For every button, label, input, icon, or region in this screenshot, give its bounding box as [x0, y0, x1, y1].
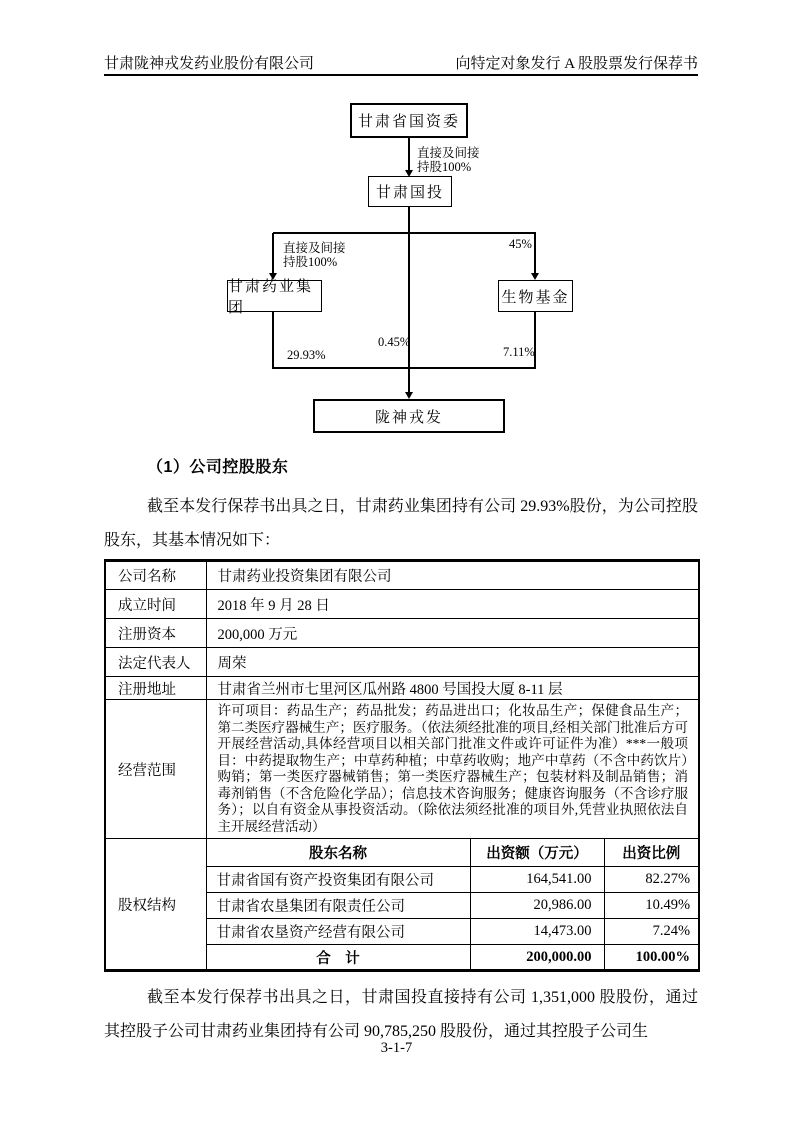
intro-paragraph: 截至本发行保荐书出具之日，甘肃药业集团持有公司 29.93%股份，为公司控股股东，其基本情况如下： — [104, 498, 698, 549]
total-ratio: 100.00% — [604, 945, 699, 971]
shareholder-amount: 14,473.00 — [470, 919, 604, 945]
connector-line — [273, 367, 536, 369]
page-number: 3-1-7 — [380, 1040, 413, 1056]
arrow-down-icon — [531, 273, 539, 280]
field-value: 甘肃省兰州市七里河区瓜州路 4800 号国投大厦 8-11 层 — [206, 677, 699, 700]
total-label: 合 计 — [206, 945, 470, 971]
table-row — [105, 590, 699, 619]
header-company-name: 甘肃陇神戎发药业股份有限公司 — [104, 56, 315, 72]
table-row — [105, 619, 699, 648]
shareholder-amount: 20,986.00 — [470, 893, 604, 919]
equity-col-header: 出资比例 — [604, 839, 699, 867]
field-label: 经营范围 — [105, 700, 206, 839]
field-label: 法定代表人 — [105, 648, 206, 677]
field-label: 成立时间 — [105, 590, 206, 619]
connector-line — [534, 233, 536, 274]
header-doc-title: 向特定对象发行 A 股股票发行保荐书 — [455, 56, 698, 72]
equity-col-header: 出资额（万元） — [470, 839, 604, 867]
shareholder-ratio: 7.24% — [604, 919, 699, 945]
shareholder-ratio: 82.27% — [604, 867, 699, 893]
edge-label-guotou-biofund: 45% — [509, 237, 532, 251]
arrow-down-icon — [405, 392, 413, 399]
equity-header-row — [105, 839, 699, 867]
field-value: 周荣 — [206, 648, 699, 677]
shareholder-ratio: 10.49% — [604, 893, 699, 919]
table-row — [105, 561, 699, 590]
connector-line — [272, 233, 274, 274]
chart-node-pharma-group: 甘肃药业集团 — [227, 280, 322, 312]
equity-col-header: 股东名称 — [206, 839, 470, 867]
field-value: 甘肃药业投资集团有限公司 — [206, 561, 699, 590]
field-label: 公司名称 — [105, 561, 206, 590]
field-value: 200,000 万元 — [206, 619, 699, 648]
edge-label-gov-guotou: 直接及间接 持股100% — [417, 146, 480, 174]
shareholder-name: 甘肃省农垦集团有限责任公司 — [206, 893, 470, 919]
shareholder-name: 甘肃省国有资产投资集团有限公司 — [206, 867, 470, 893]
field-label: 注册地址 — [105, 677, 206, 700]
table-row — [105, 648, 699, 677]
field-label: 股权结构 — [105, 839, 206, 971]
shareholder-amount: 164,541.00 — [470, 867, 604, 893]
chart-node-gansu-sasac: 甘肃省国资委 — [350, 103, 468, 138]
edge-label-guotou-pharma: 直接及间接 持股100% — [283, 241, 346, 269]
chart-node-longshen-rongfa: 陇神戎发 — [313, 399, 505, 433]
connector-line — [273, 232, 536, 234]
business-scope-text: 许可项目：药品生产；药品批发；药品进出口；化妆品生产；保健食品生产；第二类医疗器械生产；医疗服务。（依法须经批准的项目,经相关部门批准后方可开展经营活动,具体经营项目以相关部门批准文件或许可证件为准）***一般项目：中药提取物生产；中草药种植；中草药收购；地产中草药（不含中药饮片）购销；第一类医疗器械销售；第一类医疗器械生产；包装材料及制品销售；消毒剂销售（不含危险化学品）；信息技术咨询服务；健康咨询服务（不含诊疗服务）；以自有资金从事投资活动。（除依法须经批准的项目外,凭营业执照依法自主开展经营活动） — [217, 703, 689, 834]
section-heading: （1）公司控股股东 — [147, 459, 289, 476]
connector-line — [408, 138, 410, 172]
field-value: 2018 年 9 月 28 日 — [206, 590, 699, 619]
chart-node-gansu-guotou: 甘肃国投 — [368, 176, 452, 207]
edge-label-pharma-issuer: 29.93% — [287, 348, 326, 362]
connector-line — [534, 312, 536, 369]
edge-label-biofund-issuer: 7.11% — [503, 345, 535, 359]
edge-label-guotou-issuer: 0.45% — [378, 335, 411, 349]
shareholder-name: 甘肃省农垦资产经营有限公司 — [206, 919, 470, 945]
closing-paragraph: 截至本发行保荐书出具之日，甘肃国投直接持有公司 1,351,000 股股份，通过其控股子公司甘肃药业集团持有公司 90,785,250 股股份，通过其控股子公司生 — [104, 989, 698, 1040]
chart-node-bio-fund: 生物基金 — [498, 280, 573, 312]
field-label: 注册资本 — [105, 619, 206, 648]
field-value — [206, 700, 699, 839]
table-row — [105, 700, 699, 839]
connector-line — [408, 207, 410, 393]
controlling-shareholder-table — [104, 559, 700, 972]
connector-line — [272, 312, 274, 369]
ownership-structure-chart — [0, 0, 793, 445]
table-row — [105, 677, 699, 700]
total-amount: 200,000.00 — [470, 945, 604, 971]
